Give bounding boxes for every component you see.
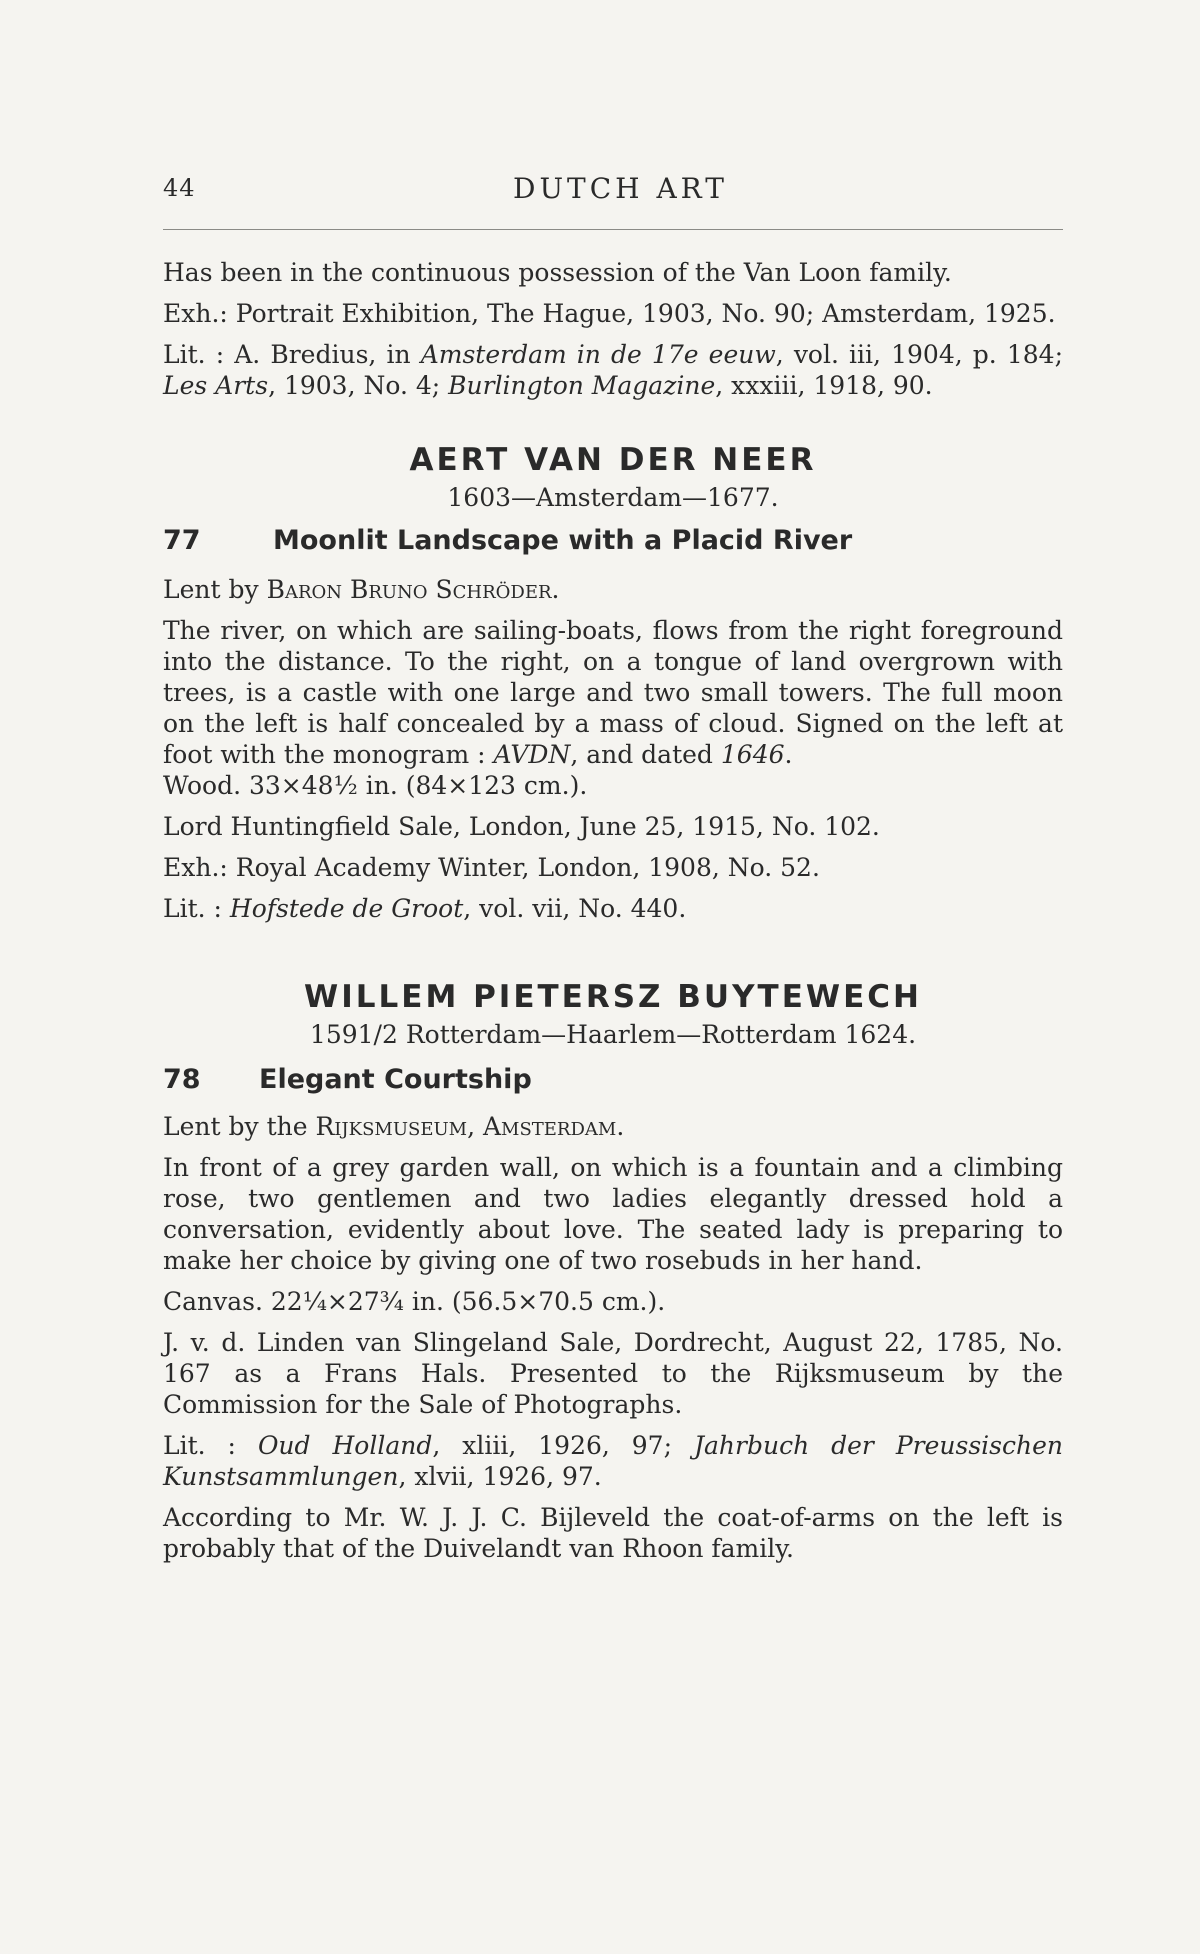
entry-literature: Lit. : Hofstede de Groot, vol. vii, No. 440.	[163, 894, 687, 923]
artist-section-van-der-neer	[163, 442, 1063, 924]
entry-title-77	[163, 525, 1063, 556]
page-content	[163, 257, 1063, 1574]
page-header	[163, 168, 1063, 208]
header-rule	[163, 229, 1063, 230]
entry-title-78	[163, 1064, 1063, 1095]
intro-exhibition: Exh.: Portrait Exhibition, The Hague, 1903, No. 90; Amsterdam, 1925.	[163, 299, 1056, 328]
entry-sale: J. v. d. Linden van Slingeland Sale, Dordrecht, August 22, 1785, No. 167 as a Frans Hals. Presented to the Rijksmuseum by the Commission for the Sale of Photographs.	[163, 1328, 1063, 1419]
entry-exhibition: Exh.: Royal Academy Winter, London, 1908, No. 52.	[163, 853, 820, 882]
artist-name: WILLEM PIETERSZ BUYTEWECH	[304, 979, 922, 1015]
artist-section-buytewech	[163, 979, 1063, 1564]
entry-title-text: Moonlit Landscape with a Placid River	[273, 525, 853, 556]
entry-medium: Canvas. 22¼×27¾ in. (56.5×70.5 cm.).	[163, 1287, 666, 1316]
artist-name: AERT VAN DER NEER	[409, 442, 817, 478]
entry-note: According to Mr. W. J. J. C. Bijleveld the coat-of-arms on the left is probably that of the Duivelandt van Rhoon family.	[163, 1503, 1063, 1563]
entry-lender: Lent by the Rijksmuseum, Amsterdam.	[163, 1112, 625, 1141]
entry-number: 77	[163, 525, 201, 556]
intro-provenance: Has been in the continuous possession of the Van Loon family.	[163, 258, 952, 287]
artist-dates: 1603—Amsterdam—1677.	[447, 483, 779, 512]
page-number: 44	[163, 174, 196, 202]
intro-literature: Lit. : A. Bredius, in Amsterdam in de 17e eeuw, vol. iii, 1904, p. 184; Les Arts, 1903, No. 4; Burlington Magazine, xxxiii, 1918, 90.	[163, 340, 1063, 400]
artist-dates: 1591/2 Rotterdam—Haarlem—Rotterdam 1624.	[309, 1020, 917, 1049]
entry-title-text: Elegant Courtship	[259, 1064, 532, 1095]
entry-sale: Lord Huntingfield Sale, London, June 25, 1915, No. 102.	[163, 812, 880, 841]
entry-description: The river, on which are sailing-boats, flows from the right foreground into the distance. To the right, on a tongue of land overgrown with trees, is a castle with one large and two small towers. The full moon on the left is half concealed by a mass of cloud. Signed on the left at foot with the monogram : AVDN, and dated 1646.	[163, 616, 1063, 769]
entry-number: 78	[163, 1064, 201, 1095]
entry-lender: Lent by Baron Bruno Schröder.	[163, 575, 560, 604]
entry-literature: Lit. : Oud Holland, xliii, 1926, 97; Jahrbuch der Preussischen Kunstsammlungen, xlvii, 1926, 97.	[163, 1431, 1063, 1491]
entry-description: In front of a grey garden wall, on which is a fountain and a climbing rose, two gentlemen and two ladies elegantly dressed hold a conversation, evidently about love. The seated lady is preparing to make her choice by giving one of two rosebuds in her hand.	[163, 1153, 1063, 1275]
running-title: DUTCH ART	[513, 172, 728, 205]
entry-medium: Wood. 33×48½ in. (84×123 cm.).	[163, 771, 588, 800]
